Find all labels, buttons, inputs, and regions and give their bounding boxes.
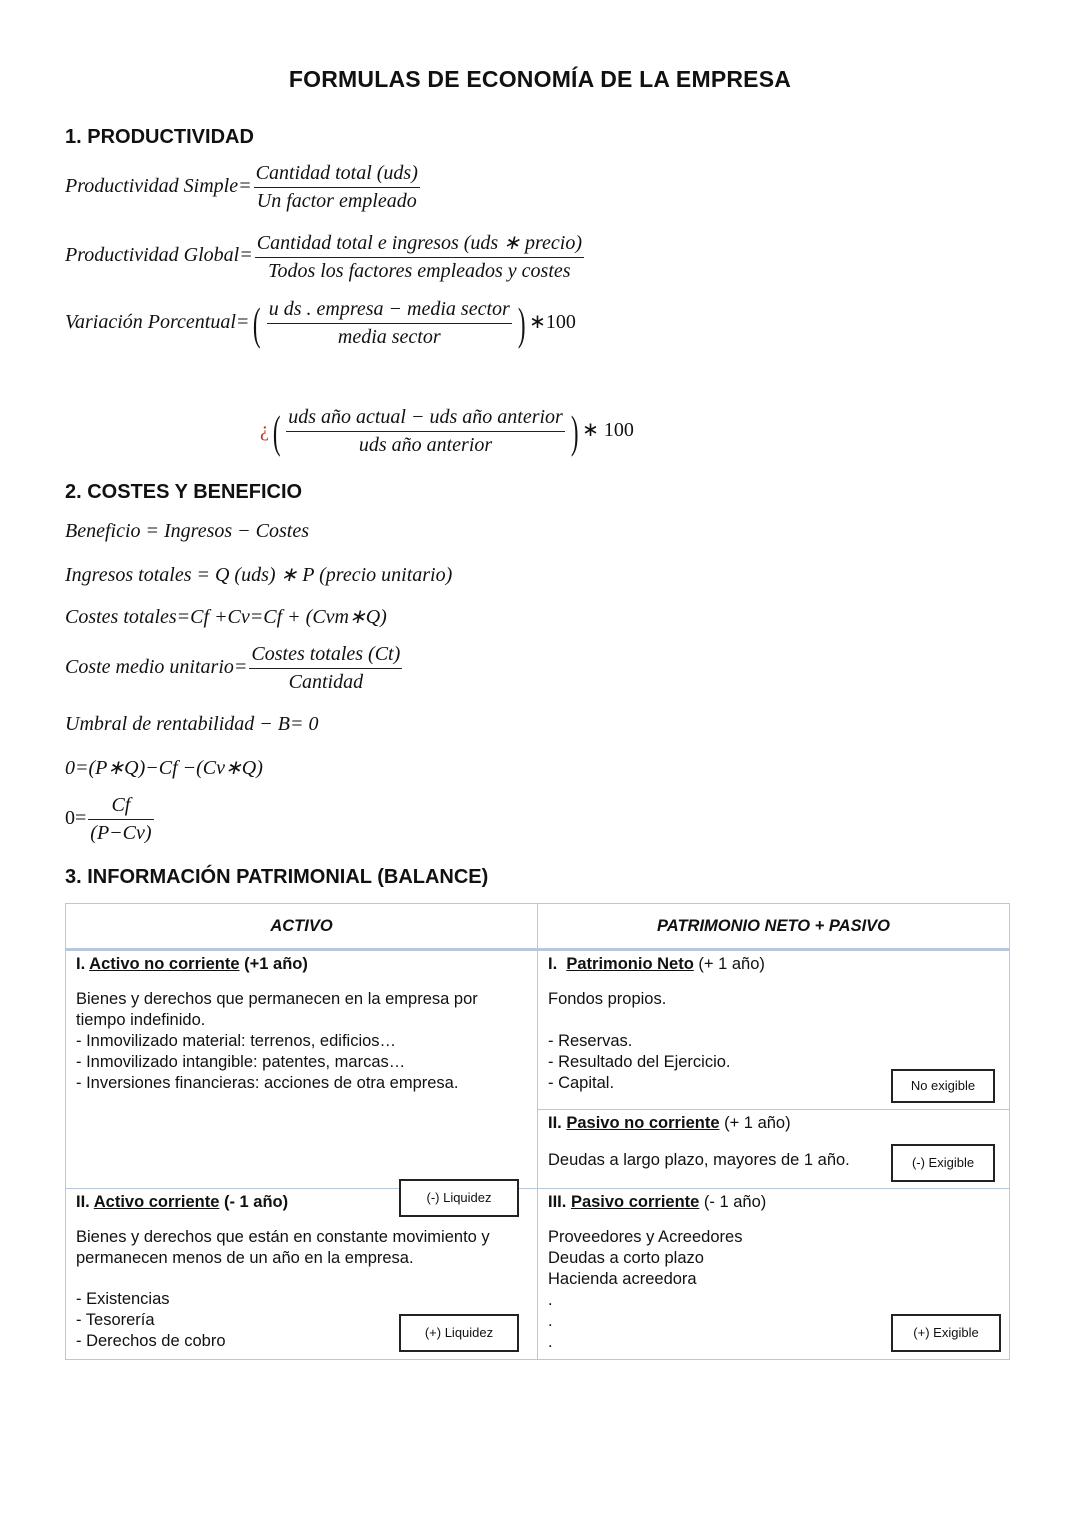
fraction bbox=[255, 230, 584, 283]
error-glyph: ¿ bbox=[260, 419, 269, 442]
section-heading-costes: 2. COSTES Y BENEFICIO bbox=[65, 481, 303, 503]
formula-variacion-anual bbox=[260, 406, 634, 457]
list-item: - Capital. bbox=[548, 1074, 615, 1092]
denominator: (P−Cv) bbox=[90, 822, 152, 844]
formula-beneficio: Beneficio = Ingresos − Costes bbox=[65, 520, 309, 542]
numerator: Cantidad total (uds) bbox=[254, 162, 420, 188]
formula-zero-frac bbox=[65, 794, 156, 845]
description: Bienes y derechos que permanecen en la empresa por tiempo indefinido. bbox=[76, 990, 478, 1029]
list-item: . bbox=[548, 1291, 553, 1309]
list-item: Hacienda acreedora bbox=[548, 1270, 697, 1288]
left-paren: ( bbox=[272, 405, 281, 457]
numerator: Cantidad total e ingresos (uds ∗ precio) bbox=[255, 230, 584, 258]
formula-ingresos: Ingresos totales = Q (uds) ∗ P (precio unitario) bbox=[65, 564, 453, 586]
list-item: . bbox=[548, 1312, 553, 1330]
section-heading-productividad: 1. PRODUCTIVIDAD bbox=[65, 126, 254, 148]
list-item: - Resultado del Ejercicio. bbox=[548, 1053, 731, 1071]
header-activo: ACTIVO bbox=[66, 904, 538, 950]
formula-lhs: 0= bbox=[65, 807, 87, 830]
item-list bbox=[76, 1031, 537, 1094]
denominator: uds año anterior bbox=[358, 434, 493, 456]
fraction bbox=[254, 162, 420, 213]
exigible-badge: (-) Exigible bbox=[891, 1144, 995, 1182]
section-title: I. Patrimonio Neto (+ 1 año) bbox=[548, 955, 765, 973]
fraction bbox=[286, 406, 565, 457]
formula-productividad-global bbox=[65, 230, 586, 283]
numerator: Cf bbox=[88, 794, 153, 820]
multiplier: ∗ 100 bbox=[582, 419, 634, 442]
numerator: u ds . empresa − media sector bbox=[267, 298, 512, 324]
description: Fondos propios. bbox=[548, 990, 667, 1008]
exigible-badge: No exigible bbox=[891, 1069, 995, 1103]
formula-umbral: Umbral de rentabilidad − B= 0 bbox=[65, 713, 319, 735]
denominator: Un factor empleado bbox=[256, 190, 417, 212]
section-title: II. Activo corriente (- 1 año) bbox=[76, 1193, 289, 1211]
fraction bbox=[267, 298, 512, 349]
formula-zero-eq: 0=(P∗Q)−Cf −(Cv∗Q) bbox=[65, 757, 263, 779]
denominator: Todos los factores empleados y costes bbox=[268, 260, 571, 282]
formula-costes: Costes totales=Cf +Cv=Cf + (Cvm∗Q) bbox=[65, 606, 387, 628]
denominator: media sector bbox=[337, 326, 441, 348]
formula-variacion-porcentual bbox=[65, 298, 576, 349]
list-item: - Tesorería bbox=[76, 1311, 155, 1329]
header-pasivo: PATRIMONIO NETO + PASIVO bbox=[538, 904, 1010, 950]
cell-activo-corriente bbox=[66, 1189, 538, 1360]
numerator: Costes totales (Ct) bbox=[249, 643, 402, 669]
fraction bbox=[88, 794, 153, 845]
list-item: - Inmovilizado intangible: patentes, marcas… bbox=[76, 1053, 406, 1071]
balance-table bbox=[65, 903, 1010, 1360]
exigible-badge: (+) Exigible bbox=[891, 1314, 1001, 1352]
page-title: FORMULAS DE ECONOMÍA DE LA EMPRESA bbox=[288, 66, 792, 92]
liquidez-badge: (+) Liquidez bbox=[399, 1314, 519, 1352]
formula-productividad-simple bbox=[65, 162, 422, 213]
cell-patrimonio-neto bbox=[538, 950, 1010, 1110]
formula-lhs: Coste medio unitario= bbox=[65, 656, 248, 679]
list-item: Deudas a corto plazo bbox=[548, 1249, 704, 1267]
multiplier: ∗100 bbox=[529, 311, 576, 334]
formula-lhs: Productividad Global= bbox=[65, 244, 253, 267]
section-title: I. Activo no corriente (+1 año) bbox=[76, 955, 308, 973]
list-item: - Reservas. bbox=[548, 1032, 633, 1050]
liquidez-badge: (-) Liquidez bbox=[399, 1179, 519, 1217]
table-header-row bbox=[66, 904, 1010, 950]
section-title: III. Pasivo corriente (- 1 año) bbox=[548, 1193, 767, 1211]
formula-coste-medio bbox=[65, 643, 404, 694]
formula-lhs: Productividad Simple= bbox=[65, 175, 252, 198]
numerator: uds año actual − uds año anterior bbox=[286, 406, 565, 432]
description: Deudas a largo plazo, mayores de 1 año. bbox=[548, 1151, 850, 1169]
formula-lhs: Variación Porcentual= bbox=[65, 311, 250, 334]
fraction bbox=[249, 643, 402, 694]
description: Bienes y derechos que están en constante movimiento y permanecen menos de un año en la empresa. bbox=[76, 1228, 490, 1267]
right-paren: ) bbox=[517, 297, 526, 349]
list-item: . bbox=[548, 1333, 553, 1351]
list-item: - Derechos de cobro bbox=[76, 1332, 226, 1350]
denominator: Cantidad bbox=[288, 671, 364, 693]
section-heading-balance: 3. INFORMACIÓN PATRIMONIAL (BALANCE) bbox=[65, 866, 489, 888]
list-item: - Existencias bbox=[76, 1290, 170, 1308]
cell-pasivo-no-corriente bbox=[538, 1110, 1010, 1189]
list-item: Proveedores y Acreedores bbox=[548, 1228, 743, 1246]
right-paren: ) bbox=[570, 405, 579, 457]
list-item: - Inversiones financieras: acciones de otra empresa. bbox=[76, 1074, 459, 1092]
section-title: II. Pasivo no corriente (+ 1 año) bbox=[548, 1114, 791, 1132]
left-paren: ( bbox=[253, 297, 261, 349]
list-item: - Inmovilizado material: terrenos, edificios… bbox=[76, 1032, 397, 1050]
cell-pasivo-corriente bbox=[538, 1189, 1010, 1360]
